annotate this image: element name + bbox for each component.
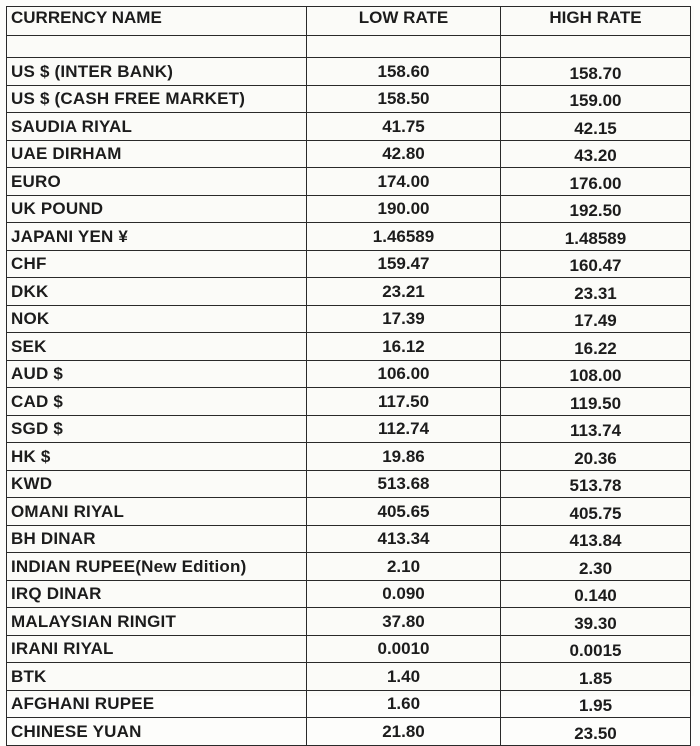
table-row (7, 415, 691, 443)
table-row (7, 113, 691, 141)
high-rate-cell: 513.78 (501, 470, 691, 498)
low-rate-cell: 174.00 (307, 168, 501, 196)
low-rate-header: LOW RATE (307, 7, 501, 36)
high-rate-cell: 113.74 (501, 415, 691, 443)
low-rate-cell: 42.80 (307, 140, 501, 168)
high-rate-cell: 176.00 (501, 168, 691, 196)
low-rate-cell: 17.39 (307, 305, 501, 333)
blank-row (7, 36, 691, 58)
currency-name-cell: SGD $ (7, 415, 307, 443)
table-row (7, 663, 691, 691)
table-row (7, 388, 691, 416)
table-row (7, 85, 691, 113)
low-rate-cell: 158.60 (307, 58, 501, 86)
high-rate-cell: 413.84 (501, 525, 691, 553)
currency-name-cell: AFGHANI RUPEE (7, 690, 307, 718)
table-row (7, 608, 691, 636)
high-rate-cell: 23.50 (501, 718, 691, 746)
low-rate-cell: 405.65 (307, 498, 501, 526)
low-rate-cell: 158.50 (307, 85, 501, 113)
currency-name-cell: KWD (7, 470, 307, 498)
low-rate-cell: 190.00 (307, 195, 501, 223)
low-rate-cell: 19.86 (307, 443, 501, 471)
currency-name-cell: EURO (7, 168, 307, 196)
low-rate-cell: 1.60 (307, 690, 501, 718)
high-rate-cell: 192.50 (501, 195, 691, 223)
high-rate-cell: 17.49 (501, 305, 691, 333)
currency-name-cell: BTK (7, 663, 307, 691)
high-rate-cell: 16.22 (501, 333, 691, 361)
high-rate-cell: 23.31 (501, 278, 691, 306)
currency-name-cell: NOK (7, 305, 307, 333)
table-row (7, 250, 691, 278)
currency-name-cell: HK $ (7, 443, 307, 471)
high-rate-header: HIGH RATE (501, 7, 691, 36)
low-rate-cell: 1.46589 (307, 223, 501, 251)
high-rate-cell: 2.30 (501, 553, 691, 581)
currency-name-cell: BH DINAR (7, 525, 307, 553)
high-rate-cell: 42.15 (501, 113, 691, 141)
high-rate-cell: 159.00 (501, 85, 691, 113)
low-rate-cell: 37.80 (307, 608, 501, 636)
high-rate-cell: 108.00 (501, 360, 691, 388)
low-rate-cell: 413.34 (307, 525, 501, 553)
currency-name-cell: DKK (7, 278, 307, 306)
low-rate-cell: 513.68 (307, 470, 501, 498)
high-rate-cell: 20.36 (501, 443, 691, 471)
low-rate-cell: 41.75 (307, 113, 501, 141)
table-row (7, 718, 691, 746)
table-row (7, 470, 691, 498)
high-rate-cell: 1.48589 (501, 223, 691, 251)
currency-name-header: CURRENCY NAME (7, 7, 307, 36)
low-rate-cell: 23.21 (307, 278, 501, 306)
currency-name-cell: IRANI RIYAL (7, 635, 307, 663)
low-rate-cell: 112.74 (307, 415, 501, 443)
currency-rate-table (6, 6, 691, 746)
high-rate-cell: 119.50 (501, 388, 691, 416)
table-row (7, 498, 691, 526)
table-row (7, 223, 691, 251)
currency-name-cell: SAUDIA RIYAL (7, 113, 307, 141)
table-row (7, 140, 691, 168)
table-row (7, 305, 691, 333)
table-row (7, 635, 691, 663)
table-row (7, 168, 691, 196)
currency-name-cell: IRQ DINAR (7, 580, 307, 608)
low-rate-cell: 0.0010 (307, 635, 501, 663)
low-rate-cell: 2.10 (307, 553, 501, 581)
table-row (7, 58, 691, 86)
table-row (7, 525, 691, 553)
currency-name-cell: CHINESE YUAN (7, 718, 307, 746)
high-rate-cell: 158.70 (501, 58, 691, 86)
high-rate-cell: 43.20 (501, 140, 691, 168)
table-row (7, 580, 691, 608)
currency-name-cell: US $ (CASH FREE MARKET) (7, 85, 307, 113)
low-rate-cell: 21.80 (307, 718, 501, 746)
high-rate-cell: 0.0015 (501, 635, 691, 663)
low-rate-cell: 159.47 (307, 250, 501, 278)
currency-name-cell: AUD $ (7, 360, 307, 388)
low-rate-cell: 0.090 (307, 580, 501, 608)
currency-name-cell: OMANI RIYAL (7, 498, 307, 526)
high-rate-cell: 160.47 (501, 250, 691, 278)
table-row (7, 195, 691, 223)
rate-sheet (6, 6, 694, 743)
table-row (7, 333, 691, 361)
low-rate-cell: 117.50 (307, 388, 501, 416)
low-rate-cell: 106.00 (307, 360, 501, 388)
table-row (7, 443, 691, 471)
high-rate-cell: 1.85 (501, 663, 691, 691)
currency-name-cell: INDIAN RUPEE(New Edition) (7, 553, 307, 581)
currency-name-cell: UK POUND (7, 195, 307, 223)
high-rate-cell: 0.140 (501, 580, 691, 608)
currency-name-cell: MALAYSIAN RINGIT (7, 608, 307, 636)
low-rate-cell: 1.40 (307, 663, 501, 691)
low-rate-cell: 16.12 (307, 333, 501, 361)
high-rate-cell: 1.95 (501, 690, 691, 718)
currency-name-cell: SEK (7, 333, 307, 361)
currency-name-cell: CAD $ (7, 388, 307, 416)
high-rate-cell: 39.30 (501, 608, 691, 636)
currency-name-cell: JAPANI YEN ¥ (7, 223, 307, 251)
table-row (7, 360, 691, 388)
high-rate-cell: 405.75 (501, 498, 691, 526)
rate-table-body (7, 36, 691, 746)
currency-name-cell: CHF (7, 250, 307, 278)
header-row (7, 7, 691, 36)
currency-name-cell: UAE DIRHAM (7, 140, 307, 168)
table-row (7, 553, 691, 581)
table-row (7, 690, 691, 718)
currency-name-cell: US $ (INTER BANK) (7, 58, 307, 86)
table-row (7, 278, 691, 306)
